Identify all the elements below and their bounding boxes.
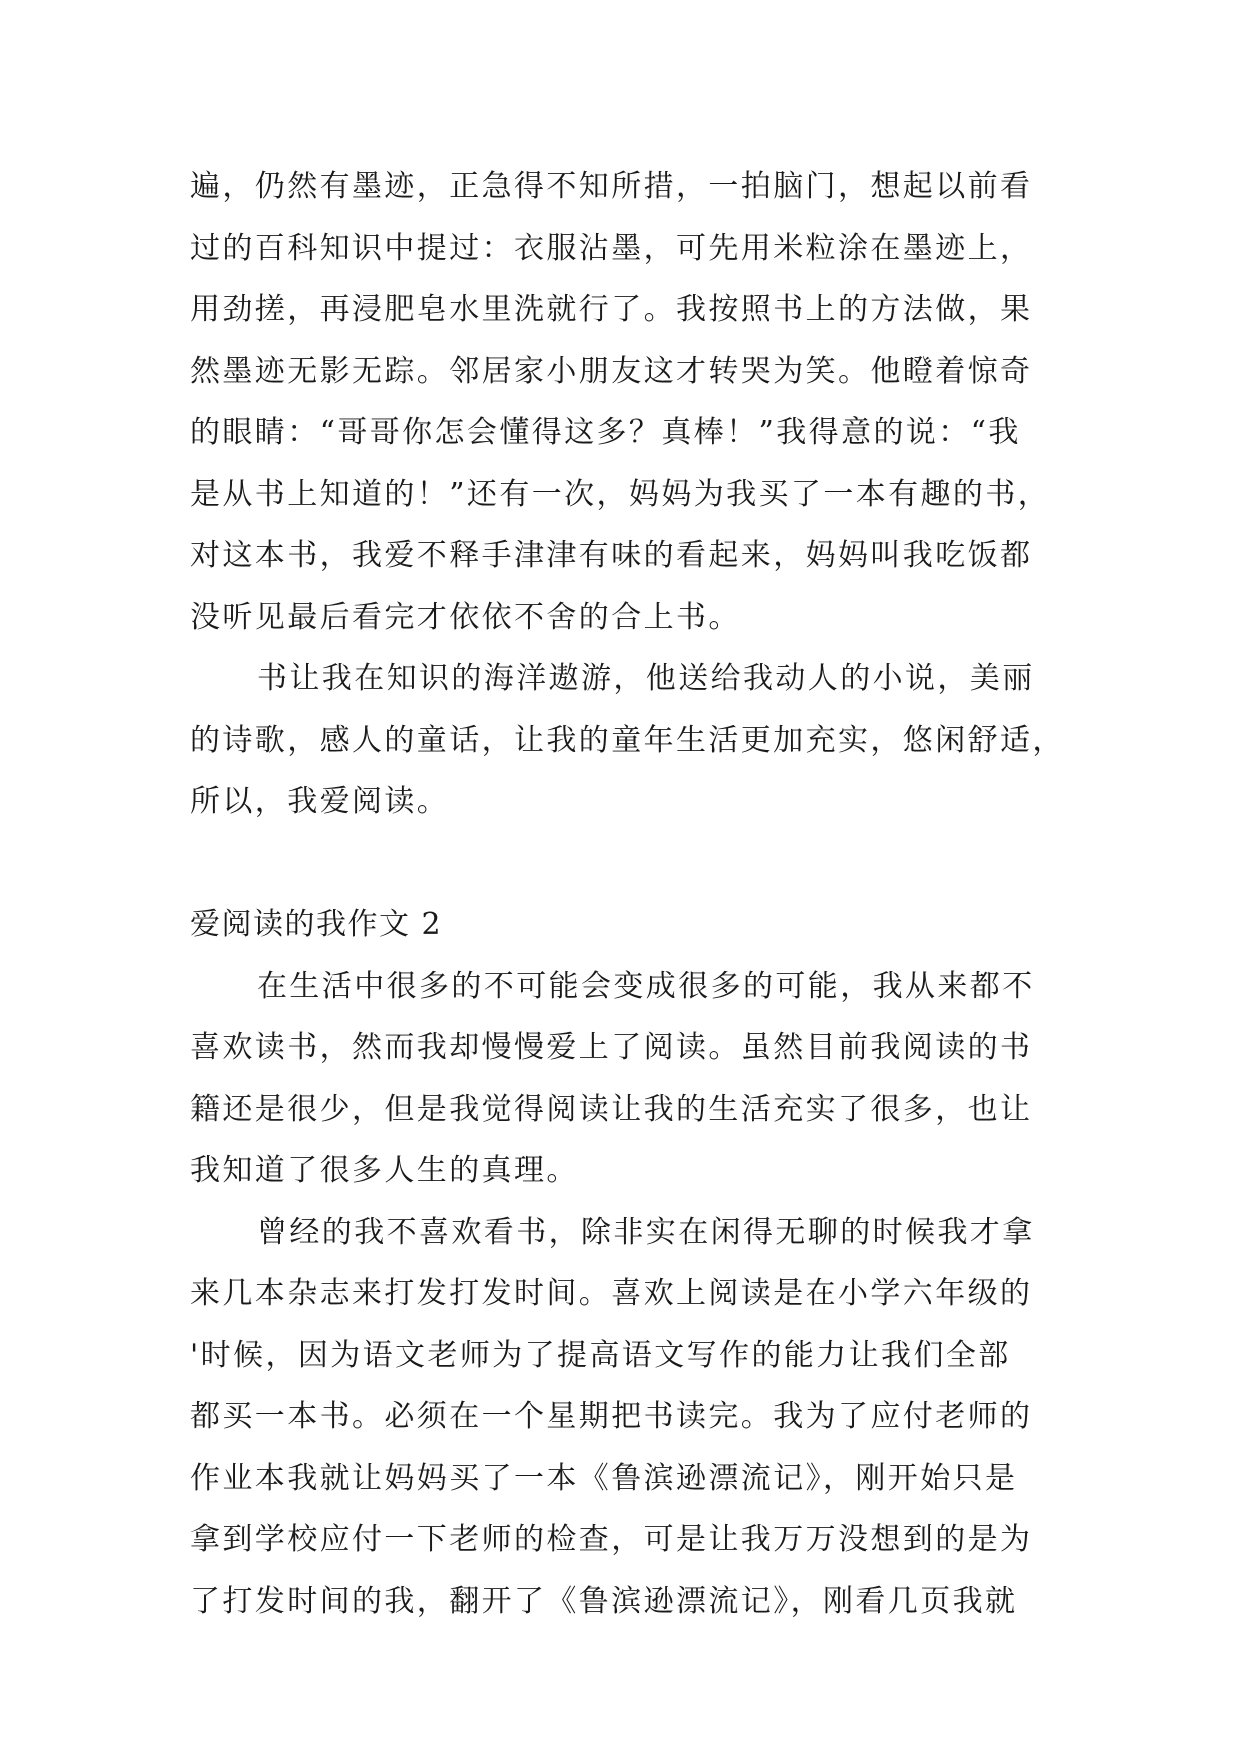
text-line: 喜欢读书，然而我却慢慢爱上了阅读。虽然目前我阅读的书 (190, 1030, 1033, 1065)
text-line: 所以，我爱阅读。 (190, 784, 450, 819)
text-line: 的诗歌，感人的童话，让我的童年生活更加充实，悠闲舒适， (190, 722, 1065, 758)
text-line: 然墨迹无影无踪。邻居家小朋友这才转哭为笑。他瞪着惊奇 (190, 353, 1033, 389)
text-line: 拿到学校应付一下老师的检查，可是让我万万没想到的是为 (190, 1522, 1033, 1557)
document-body (190, 156, 1065, 1632)
text-line: 籍还是很少，但是我觉得阅读让我的生活充实了很多，也让 (190, 1091, 1033, 1127)
text-line: 对这本书，我爱不释手津津有味的看起来，妈妈叫我吃饭都 (190, 538, 1033, 573)
text-line: 遍，仍然有墨迹，正急得不知所措，一拍脑门，想起以前看 (190, 169, 1033, 204)
paragraph-intro (190, 956, 1060, 1202)
section-spacer (190, 833, 1060, 895)
text-line: 书让我在知识的海洋遨游，他送给我动人的小说，美丽 (257, 661, 1035, 696)
text-line: 的眼睛：“哥哥你怎会懂得这多？真棒！”我得意的说：“我 (190, 415, 1021, 450)
text-line: 用劲搓，再浸肥皂水里洗就行了。我按照书上的方法做，果 (190, 292, 1033, 327)
text-line: 是从书上知道的！”还有一次，妈妈为我买了一本有趣的书， (190, 476, 1051, 512)
paragraph-story (190, 1202, 1060, 1633)
text-line: 在生活中很多的不可能会变成很多的可能，我从来都不 (257, 968, 1035, 1004)
text-line: 过的百科知识中提过：衣服沾墨，可先用米粒涂在墨迹上， (190, 230, 1033, 266)
section-title: 爱阅读的我作文 2 (190, 907, 443, 942)
text-line: 没听见最后看完才依依不舍的合上书。 (190, 599, 741, 635)
text-line: '时候，因为语文老师为了提高语文写作的能力让我们全部 (190, 1337, 1011, 1373)
text-line: 都买一本书。必须在一个星期把书读完。我为了应付老师的 (190, 1399, 1033, 1434)
paragraph-continued (190, 156, 1060, 648)
paragraph-conclusion (190, 648, 1065, 833)
text-line: 了打发时间的我，翻开了《鲁滨逊漂流记》，刚看几页我就 (190, 1583, 1018, 1619)
text-line: 我知道了很多人生的真理。 (190, 1153, 579, 1188)
text-line: 来几本杂志来打发打发时间。喜欢上阅读是在小学六年级的 (190, 1276, 1033, 1311)
text-line: 作业本我就让妈妈买了一本《鲁滨逊漂流记》，刚开始只是 (190, 1460, 1018, 1496)
text-line: 曾经的我不喜欢看书，除非实在闲得无聊的时候我才拿 (257, 1214, 1035, 1250)
